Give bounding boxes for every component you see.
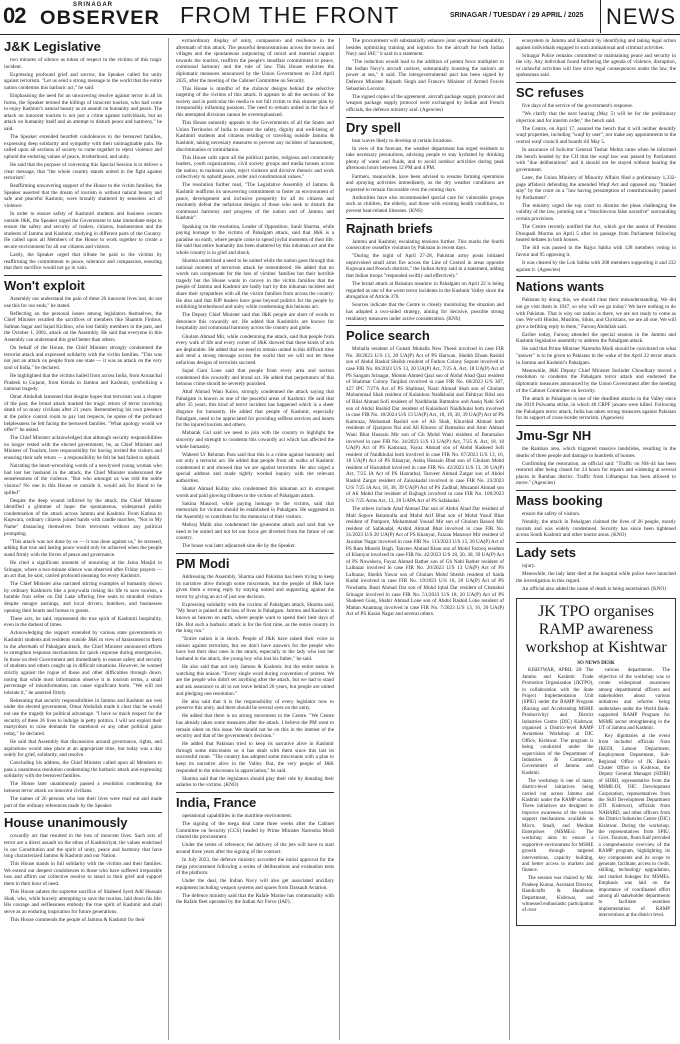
- article-india-france: [176, 796, 334, 906]
- paragraph: KISHTWAR, APRIL 28: The Jammu and Kashmir Trade Promotion Organisation (JKTPO), in collaboration with the State Project Implementation Unit (SPIU) under the RAMP Program (Raising and Accelerating MSME Productivity) and District Industries Centre (DIC) Kishtwar, organised a District-level RAMP Awareness Workshop at DIC Office, Kishtwar. The program is being conducted under the supervision of the Department of Industries & Commerce, Government of Jammu and Kashmir.: [522, 668, 594, 776]
- feature-right-column: [599, 668, 671, 921]
- paragraph: operational capabilities in the maritime environment.: [182, 812, 293, 819]
- paragraph: Mohalla resident of Gunati Mohalla New Theed involved in case FIR No. 38/2023 U/S 13, 20 UA(P) Act of PS Harwan, Sheikh Ehsan Rashid son of Abdul Rashid Sheikh resident of Fathoo Colony Sopore involved in case FIR No. 86/2023 U/S 13, 20 UA(P) Act, 7/25 A. Act, 18 UA(P) Act of PS Sangam Srinagar, Momin Ahmed Qazi son of Abdul Ahad Qazi resident of Shalimar Colony Tanjibal involved in case FIR No. 68/2023 U/S 307, 427 IPC 7/27A Act of PS Shalimar, Nazir Ahmad Shah son of Ghulam Mohammad Shah resident of Kalaidora Naidkhulai and Ekhtiyar Bilal son of Bilal Ahmad Sofi resident of Naidkhulai Batmaloo and Aasiq Nabi Sofi son of Abdul Rashid Dar resident of Kalaidoori Naidkhulai both involved in case FIR No. 18/2024 U/S 13 UA(P) Act, 18, 19, 38, 39 UA(P) Act of PS Kamraza, Mohamad Rashid son of Ali Shah, Khurshid Ahmad both residents of Qazipora Nai and Ali Khuroo of Batmaloo and Amir Ahmad Wani Bhat Hussain Mir son of Gh Mohd Wani resident of Batamaloo involved in case FIR No. 34/2023 U/S 13 UA(P) Act, 7/25 A. Act, 18, 18 UA(P) Act of PS Kamraza, Fayaz Ahmad son of Abdul Rasheed Sofi resident of Naidkhulai both involved in case FIR No. 67/2023 U/S 13, 16, 18 UA(P) Act of PS Khanyar, Ashiq Hussain Bhat son of Ghulam Mohd resident of Hazratbal involved in case FIR No. 42/2023 U/S 13, 20 UA(P) Act, 7/25 IA Act of PS Hazratbal, Tanveer Ahmad Zargar son of Abdul Rashid Zargar resident of Zainakadal involved in case FIR No. 23/2023 U/S 7/25 IA Act, 18, 38, 39 UA(P) Act of PS Zadibal, Muzamil Ahmad son of Ali Mohd Dar resident of Rajbagh involved in case FIR No. 106/2023 U/S 7/25 Arms Act, 13, 20 UAPA Act of PS Safakadal.: [346, 346, 504, 504]
- article-house-unanimously: [4, 816, 162, 923]
- paragraph: Emphasising the need for an unwavering resolve against terror in all its forms, the Speaker termed the killings of innocent tourists, who had come to enjoy Kashmir's natural beauty as an assault on humanity and peace. The attack on innocent tourists is not just a crime against individuals, but an attack on humanity itself and an attempt to disturb peace and harmony," he said.: [4, 92, 162, 132]
- article-body: [4, 833, 162, 923]
- column-divider: [168, 38, 169, 1040]
- headline: Jmu-Sgr NH: [516, 428, 592, 443]
- article-dry-spell: [346, 121, 504, 215]
- paragraph: The session was chaired by Mr. Pradeep Kumar, Assistant Director, Handicrafts & Handloom Department, Kishtwar, and witnessed enthusiastic participation of over: [522, 876, 594, 914]
- divider: [516, 276, 676, 277]
- paragraph: five days of the service of the government's response.: [522, 103, 634, 110]
- paragraph: On behalf of the House, the Chief Minister strongly condemned the terrorist attack and expressed solidarity with the victim families. "This was not just an attack on people from one state — it was an attack on the very soul of India," he declared.: [4, 345, 162, 371]
- article-body: [516, 38, 676, 79]
- article-body: [4, 296, 162, 809]
- paragraph: Altaf Ahmad Wani Kaloo, strongly condemned the attack saying that Pahalgam is known as one of the peaceful areas of Kashmir. He said that after 35 years, this kind of terror incident has happened which is a sheer disgrace for humanity. He added that people of Kashmir, especially Pahalgam, need to be appreciated for providing selfless services and hearts for the injured tourists and others.: [176, 389, 334, 429]
- paragraph: The Centre recently notified the Act, which got the assent of President Droupadi Murmu on April 5 after its passage from Parliament following heated debates in both houses.: [516, 224, 676, 244]
- headline: Won't exploit: [4, 277, 85, 293]
- paragraph: Narrating the heart-wrenching words of a newlywed young woman who had lost her husband in the attack, the Chief Minister underscored the senselessness of the violence. "But who amongst us was told the noble visions? No one in this House or outside it, would ask for blood to be spilled": [4, 463, 162, 496]
- paragraph: Ghulam Ahmad Mir, while condemning the attack, said that people from every walk of life and every corner of J&K showed that these kinds of acts are deplorable. He added that we need to remain united in this difficult time and send a strong message across the world that we will not let these nefarious designs of terrorists succeed.: [176, 333, 334, 366]
- paragraph: In view of the forecast, the weather department has urged residents to take necessary precautions, advising people to stay hydrated by drinking plenty of water and fluids, and to avoid outdoor activities during peak afternoon hours between 12 PM and 4 PM.: [346, 145, 504, 172]
- paragraph: Jammu and Kashmir, escalating tensions further. This marks the fourth consecutive ceasefire violation by Pakistan in recent days.: [346, 238, 504, 252]
- divider: [4, 812, 162, 813]
- paragraph: Under the terms of reference, the delivery of the jets will have to start around three years after the signing of the contract.: [176, 842, 334, 855]
- headline: PM Modi: [176, 555, 230, 571]
- paragraph: Reiterating that security responsibilities in Jammu and Kashmir are vest under the elected government, Omar Abdullah made it clear that he would not use the tragedy for political advantage. "I have so much respect for the security of these 26 lives to indulge in petty politics. I will not exploit their martyrdom to raise demands for statehood or any other political gains today," he declared.: [4, 697, 162, 737]
- brand-name: OBSERVER: [40, 8, 161, 29]
- paragraph: The others include Altaf Ahmad Dar son of Abdul Ahad Dar resident of Mall Sopore Baramulla and Mohd Arif Bhat son of Mohd Yusuf Bhat resident of Pampore, Mohammad Yousuf Mir son of Ghulam Rasool Mir resident of Safakadal, Arshid Ahmad Bhat involved in case FIR No. 31/2023 U/S 20 UA(P) Act of PS Khanyar, Faizan Manzoor Mir resident of Jawahar Nagar involved in case FIR No. 113/2023 U/S 13, 20 UA(P) Act of PS Ram Munshi Bagh, Tanveer Ahmad Khan son of Mohd Farooq resident of Khanyar involved in case FIR No. 42/2023 U/S 18, 20, 38, 39 UA(P) Act of PS Nowshera, Fayaz Ahmad Rather son of Gh Nabi Rather resident of Lalbazar involved in case FIR No. 20/2023 U/S 13 UA(P) Act of PS Lalbazar, Sheikh Yawar son of Ghulam Mohd Sheikh resident of Saida Kadal involved in case FIR No. 19/2023 U/S 18, 20 UA(P) Act of PS Nowhatta, Basit Ahmad Dar son of Mohd Iqbal Dar resident of Chattabal Srinagar involved in case FIR No. 51/2023 U/S 18, 20 UA(P) Act of PS Shaheed Gunj, Shabir Ahmad Lone son of Abdul Rashid Lone resident of Mattan Anantnag involved in case FIR No. 7/2023 U/S 13, 16, 20 UA(P) Act of PS Karan Nagar and several others.: [346, 505, 504, 618]
- paragraph: Speaking on the resolution, Leader of Opposition, Sunil Sharma, while paying homage to the victims of Pahalgam attack, said that J&K is a paradise on earth, where people come to spend joyful moments of their life. He said that entire humanity has been shattered by this inhuman act and the whole country is in grief and shock.: [176, 223, 334, 256]
- paragraph: Notably, the attack in Pahalgam claimed the lives of 26 people, mostly tourists and was widely condemned. Security has since been tightened across South Kashmir and other tourist areas. (KNO): [516, 519, 676, 539]
- paragraph: The Speaker extended heartfelt condolences to the bereaved families, expressing deep solidarity and sympathy with their unimaginable pain. He called upon all sections of society to come together to reject violence and uphold the enduring values of peace, brotherhood, and unity.: [4, 134, 162, 160]
- paragraph: The Deputy Chief Minister said that J&K people are short of words to denounce this cowardly act. He added that Kashmiris are known for hospitality and communal harmony across the country and globe.: [176, 312, 334, 332]
- paragraph: injury.: [522, 562, 536, 569]
- article-lady-sets: [516, 546, 676, 592]
- divider: [176, 792, 334, 793]
- headline: Rajnath briefs: [346, 220, 433, 236]
- paragraph: Despite the deep wound inflicted by the attack, the Chief Minister identified a glimmer of hope: the spontaneous, widespread public condemnation of the attack across Jammu and Kashmir. From Kathua to Kupwara, ordinary citizens joined hands with candle marches, "Not in My Name" distancing themselves from terrorism without any political prompting.: [4, 497, 162, 537]
- headline: House unanimously: [4, 815, 128, 831]
- paragraph: An official also added the cause of death is being ascertained. (KNO): [522, 585, 666, 592]
- paragraph: Concluding his address, the Chief Minister called upon all Members to pass a unanimous resolution condemning the barbaric attack and expressing solidarity with the bereaved families.: [4, 760, 162, 780]
- feature-columns: [522, 668, 670, 921]
- paragraph: Sajad Gani Lone said that people from every area and section condemned this cowardly and brutal act. He added that perpetrators of this heinous crime should be severely punished.: [176, 368, 334, 388]
- paragraph: "The induction would lead to the addition of potent force multiplier to the Indian Navy's aircraft carriers, substantially boosting the nation's air power at sea," it said. The intergovernmental pact has been signed by Defence Minister Rajnath Singh and France's Minister of Armed Forces Sebastien Lecornu.: [346, 59, 504, 92]
- paragraph: He said that Prime Minister Narendra Modi should be convinced on what "answer" is to be given to Pakistan in the wake of the April 22 terror attack in Jammu and Kashmir's Pahalgam.: [516, 346, 676, 366]
- article-rajnath-briefs: [346, 222, 504, 323]
- paragraph: Lastly, the Speaker urged that tribute be paid to the victims by reaffirming the commitment to peace, tolerance and compassion, ensuring that their sacrifice would not go in vain.: [4, 252, 162, 272]
- article-jk-legislative: [4, 40, 162, 272]
- article-mass-booking: [516, 494, 676, 539]
- paragraph: The Chief Minister also narrated stirring examples of humanity shown by ordinary Kashmiris like a ponywalla risking his life to save tourists, a humble fruit seller on Dal Lake offering free seats to stranded visitors despite meagre earnings, and local drivers, hoteliers, and businesses opening their hearts and homes to guests.: [4, 581, 162, 614]
- article-body: [346, 38, 504, 114]
- paragraph: The names of 26 persons who lost their lives were read out and made part of the ordinary references made by the Speaker.: [4, 796, 162, 809]
- paragraph: "During the night of April 27-28, Pakistan army posts initiated unprovoked small arms fire across the Line of Control in areas opposite Kupwara and Poonch districts," the Indian Army said in a statement, adding that Indian troops "responded swiftly and effectively.": [346, 253, 504, 280]
- paragraph: This House calls upon all the political parties, religious and community leaders, youth organizations, civil society groups and media houses across the nation, to maintain calm, reject violence and divisive rhetoric and work collectively to uphold peace, order and constitutional values.": [176, 154, 334, 181]
- masthead: [0, 0, 680, 35]
- article-body: [346, 239, 504, 323]
- section-tag: NEWS: [600, 0, 680, 33]
- column-3: [346, 38, 504, 1042]
- paragraph: Assembly our understand the pain of these 26 innocent lives lost, do not use this for our ends," he stated.: [4, 295, 162, 309]
- paragraph: Earlier today, Farooq attended the special session in the Jammu and Kashmir legislative assembly to address the Pahalgam attack.: [516, 331, 676, 345]
- paragraph: Omar Abdullah lamented that despite hopes that terrorism was a chapter of the past, the brutal attack marked the tragic return of terror involving death of so many civilians after 21 years. Remembering his own presence at the police control room to pay last respects, he spoke of the profound helplessness he felt facing the bereaved families. "What apology would we offer?" he asked.: [4, 394, 162, 434]
- paragraph: The Chief Minister acknowledged that although security responsibilities no longer rested with the elected government, he, as Chief Minister and Minister of Tourism, bore responsibility for having invited the visitors and ensuring their safe return — a responsibility he felt he had failed to uphold.: [4, 435, 162, 462]
- paragraph: In order to ensure safety of Kashmiri students and business owners outside J&K, the Speaker urged the Government to take immediate steps to ensure the safety and security of traders, citizens, businessmen and the students of Jammu and Kashmir, studying in different parts of the Country. He called upon all Members of the House to work together to create a secure environment for all our citizens and visitors.: [4, 211, 162, 251]
- article-body: [176, 813, 334, 906]
- divider: [516, 542, 676, 543]
- article-jmu-sgr-nh: [516, 429, 676, 487]
- paragraph: cowardly act that resulted in the loss of innocent lives. Such acts of terror are a direct assault on the ethos of Kashmiriyat, the values enshrined in our Constitution and the spirit of unity, peace and harmony that have long characterized Jammu & Kashmir and our Nation.: [4, 833, 162, 860]
- paragraph: The bill was passed in the Rajya Sabha with 128 members voting in favour and 95 opposing it.: [516, 245, 676, 259]
- paragraph: The resolution further read, "The Legislative Assembly of Jammu & Kashmir reaffirms its unwavering commitment to foster an environment of peace, development and inclusive prosperity for all its citizens and resolutely defeat the nefarious designs of those who seek to disturb the communal harmony and progress of the nation and of Jammu and Kashmir".: [176, 182, 334, 222]
- divider: [346, 218, 504, 219]
- article-body: [516, 446, 676, 487]
- paragraph: Acknowledging the support extended by various state governments to Kashmiri students and residents outside J&K in view of harassment to them in the aftermath of Pahalgam attack, the Chief Minister announced efforts to strengthen response mechanisms for quick response during emergencies. In those on their Government anti immediately to ensure safety and security of students and others caught up in difficult situations. However, he warned strictly against the rogue of those and other difficulties through down, noting that while most information observe it in tourism terms, a small percentage of misinformation can cause significant harm. "We will not tolerate it," he asserted firmly.: [4, 630, 162, 696]
- divider: [346, 117, 504, 118]
- section-title: FROM THE FRONT: [180, 2, 400, 28]
- byline: SO NEWS DESK: [577, 661, 615, 667]
- headline: Lady sets: [516, 544, 576, 560]
- article-police-continued: [516, 38, 676, 79]
- paragraph: The house was later adjourned sine die by the Speaker.: [182, 543, 296, 550]
- paragraph: Confirming the restoration, an official said: "Traffic on NH-44 has been restored after being closed for 24 hours for repairs and widening at several places in Ramban district. Traffic from Udhampur has been allowed to move." (Agencies): [516, 460, 676, 487]
- paragraph: "We clarify that the next hearing (May 5) will be for the preliminary objection and for interim order," the bench said.: [516, 111, 676, 124]
- paragraph: ecosystem in Jammu and Kashmir by identifying and taking legal action against individuals engaged in such antinational and criminal activities.: [516, 38, 676, 51]
- article-body: [516, 563, 676, 592]
- article-body: [516, 103, 676, 273]
- paragraph: He also said that not only Jammu & Kashmir, but the entire nation is watching this unison. "Every single word during convention of protest. We are the people who didn't set anything after the attack, but we had to stand and ask assurance to all to not leave behind 26 years, but people are united and pledging one resolution.": [176, 664, 334, 697]
- paragraph: Meanwhile, J&K Deputy Chief Minister Surinder Choudhary moved a resolution to condemn the Pahalgam terror attack and endorsed the diplomatic measures announced by the Union Government after the meeting of the Cabinet Committee on Security.: [516, 367, 676, 394]
- article-resolution-continued: [176, 38, 334, 550]
- headline: Mass booking: [516, 493, 603, 509]
- paragraph: Waheed Ur Rehman Para said that this is a crime against humanity and not only a terrorist act. He added that people from all walks of Kashmir condemned it and showed that we are against terrorism. He also urged a special address and made tightly worded inquiry with the relevant authorities.: [176, 451, 334, 484]
- paragraph: Reaffirming unwavering support of the House to the victim families, the Speaker asserted that the dream of tourism is without natural beauty and safe and peaceful Kashmir, were brutally shattered by senseless act of violence.: [4, 183, 162, 209]
- divider: [516, 82, 676, 83]
- paragraph: These acts, he said, represented the true spirit of Kashmiri hospitality, even in the darkest of times.: [4, 615, 162, 629]
- headline: Police search: [346, 328, 430, 344]
- paragraph: He highlighted that the victims hailed from across India, from Arunachal Pradesh to Gujarat, from Kerala to Jammu and Kashmir, symbolizing a national tragedy.: [4, 372, 162, 393]
- paragraph: The workshop is one of many district-level initiatives being carried out across Jammu and Kashmir under the RAMP scheme. These initiatives are designed to improve awareness of the various support mechanisms available to Micro, Small, and Medium Enterprises (MSMEs). The workshop aims to ensure a supportive environment for MSME growth through targeted interventions, capacity building, and better access to markets and finance.: [522, 778, 594, 874]
- dateline: SRINAGAR / TUESDAY / 29 APRIL / 2025: [450, 12, 584, 19]
- paragraph: Later, the Union Ministry of Minority Affairs filed a preliminary 1,332-page affidavit defending the amended Waqf Act and opposed any "blanket stay" by the court on a "law having presumption of constitutionality passed by Parliament".: [516, 175, 676, 201]
- paragraph: Mubarak Gul said we need to join with the country to highlight the sincerity and strength to condemn this cowardly act which has affected the whole humanity.: [176, 430, 334, 450]
- divider: [4, 275, 162, 276]
- divider: [516, 425, 676, 426]
- paragraph: two minutes of silence as token of respect to the victims of this tragic incident.: [4, 57, 162, 70]
- paragraph: Farmers, meanwhile, have been advised to resume farming operations and spraying activities immediately, as the dry weather conditions are expected to remain favourable over the coming days.: [346, 173, 504, 193]
- headline: Dry spell: [346, 119, 401, 135]
- paragraph: Pakistan by doing this, we should clear their misunderstanding. We did not go visit them in 1947, so why will we go today? We have nothing to do with Pakistan. That is why our nation is there, we are not ready to come as one. We will Hindus, Muslims, Sikhs, and Christians, we are all one. We will give a befitting reply to them," Farooq Abdullah said.: [516, 297, 676, 330]
- paragraph: This House stands in full solidarity with the victims and their families. We extend our deepest condolences to those who have suffered irreparable loss and affirm our collective resolve to stand in their grief and support them in their hour of need.: [4, 861, 162, 887]
- divider: [346, 325, 504, 326]
- article-nations-wants: [516, 280, 676, 422]
- feature-box-jk-tpo: [516, 598, 676, 926]
- paragraph: He also said that it is the responsibility of every legislator now to preserve this unity, and there should be several eyes on the unity.: [176, 698, 334, 712]
- paragraph: In July 2023, the defence ministry accorded the initial approval for the mega procurement following a series of deliberations and evaluation tests of the platform.: [176, 856, 334, 877]
- paragraph: The ministry urged the top court to dismiss the pleas challenging the validity of the law, pointing out a "mischievous false narrative" surrounding certain provisions.: [516, 202, 676, 223]
- divider: [516, 490, 676, 491]
- paragraph: "This attack was not done by us — it was done against us," he stressed, adding that true and lasting peace would only be achieved when the people stand firmly with the forces of peace and governance.: [4, 538, 162, 558]
- paragraph: The brutal attack at Baisaran meadow in Pahalgam on April 22 is being regarded as one of the worst terror incidents in the Kashmir Valley since the abrogation of Article 370.: [346, 281, 504, 301]
- paragraph: Authorities have also recommended special care for vulnerable groups such as children, the elderly, and those with existing health conditions, to prevent heat-related illnesses. (KNS): [346, 194, 504, 214]
- feature-headline: JK TPO organises RAMP awareness workshop at Kishtwar: [525, 603, 667, 657]
- article-body: [176, 574, 334, 789]
- headline: India, France: [176, 794, 257, 810]
- article-police-search: [346, 329, 504, 618]
- article-body: [4, 57, 162, 272]
- column-divider: [509, 38, 510, 1040]
- paragraph: He said that the purpose of convening this Special Session is to deliver a clear message, that "the whole country stands united in the fight against terrorism".: [4, 161, 162, 182]
- article-body: [346, 346, 504, 618]
- column-1: [4, 38, 162, 1042]
- paragraph: The signing of the mega deal came three weeks after the Cabinet Committee on Security (CCS) headed by Prime Minister Narendra Modi cleared the procurement.: [176, 820, 334, 841]
- paragraph: ensure the safety of visitors.: [522, 511, 581, 518]
- article-pm-modi: [176, 557, 334, 789]
- paragraph: The defence ministry said that the Rafale Marine has commonality with the Rafale fleet operated by the Indian Air Force (IAF).: [176, 892, 334, 906]
- paragraph: The attack in Pahalgam is one of the deadliest attacks in the Valley since the 2019 Pulwama strike, in which 40 CRPF jawans were killed. Following the Pahalgam terror attack, India has taken strong measures against Pakistan for its support of cross-border terrorism. (Agencies): [516, 395, 676, 422]
- paragraph: The signed copies of the agreement, aircraft package supply protocol and weapon package supply protocol were exchanged by Indian and French officials, the defence ministry said. (Agencies): [346, 93, 504, 113]
- article-body: [176, 38, 334, 550]
- feature-left-column: [522, 668, 594, 921]
- paragraph: Key dignitaries at the event from included officials from JKEDI, Labour Department, Employment Department, Sub-Regional Office of JK Bank's Cluster Office in Kishtwar, the Deputy General Manager (SIDBI) of SIDBI, representative from the MSME-DI, DIC Development Corporation, representatives from the Skill Development Department (ITI Kishtwar), officials from NABARD, and other officers from the District Industries Centre (DIC) Kishtwar. During the workshop, the representatives from SPIU, Govt. Tourism, Jhum Kaif provided a comprehensive overview of the RAMP program, highlighting its key components and its scope to generate, facilitate, access to credit, skilling, technology upgradation, and market linkages for MSMEs. Emphasis was laid on the importance of coordinated effort among all stakeholder departments to facilitate seamless implementation of RAMP interventions at the district level.: [598, 733, 670, 919]
- paragraph: Meanwhile, the lady later died at the hospital while police have launched the investigation in this regard.: [516, 571, 676, 584]
- paragraph: He cited a significant moment of mourning at the Jama Masjid in Srinagar, where a two-minute silence was observed after Friday prayers — an act that, he said, carried profound meaning for every Kashmiri.: [4, 559, 162, 580]
- paragraph: This House earnestly appeals to the Governments of all the States and Union Territories of India to ensure the safety, dignity and well-being of Kashmiri students and citizens residing or traveling outside Jammu & Kashmir, taking necessary measures to prevent any incident of harassment, discrimination or intimidation.: [176, 120, 334, 153]
- paragraph: He added that Pakistan tried to keep its narrative alive in Kashmir through some miscreants so it has dealt with them since this last its successful route. "The country has adopted some miscreants with a plan to keep its narrative alive in the Valley. But, the very people of J&K responded to the miscreants in appreciation," he said.: [176, 741, 334, 774]
- article-wont-exploit: [4, 279, 162, 809]
- divider: [176, 553, 334, 554]
- paragraph: The Centre, on April 17, assured the bench that it will neither denotify waqf properties, including "waqf by user", nor make any appointments to the central waqf council and boards till May 5.: [516, 125, 676, 146]
- paragraph: the Ramban area, which triggered massive landslides, resulting in the deaths of three people and damage to hundreds of houses.: [516, 446, 676, 459]
- paragraph: He added that there is no strong movement in the Centre. "We Centre has already taken some measures after the attack. I believe the PM went to remain silent on this issue. We should not be on this in the interest of the security and that of the government's decision.": [176, 713, 334, 740]
- paragraph: This House salutes the supreme sacrifice of Shaheed Syed Adil Hussain Shah, who, while bravely attempting to save the tourists, laid down his life. His courage and selflessness embody the true spirit of Kashmir and shall serve as an enduring inspiration for future generations.: [4, 889, 162, 915]
- paragraph: Addressing the Assembly, Sharma said Pakistan has been trying to keep its narrative alive through some miscreants, but the people of J&K have given them a strong reply by staying united and supporting against the terror by giving an act of just one decision.: [176, 573, 334, 600]
- paragraph: He said that Assembly that discussions around governance, rights, and aspirations would take place at an appropriate time, but today was a day solely for grief, solidarity, and resolve.: [4, 738, 162, 759]
- paragraph: The procurement will substantially enhance joint operational capability, besides optimizing training and logistics for the aircraft for both Indian Navy and IAF," it said in a statement.: [346, 38, 504, 58]
- headline: SC refuses: [516, 85, 584, 101]
- paragraph: Sources indicate that the Centre is closely monitoring the situation and has adopted a two-sided strategy, aiming for decisive, possible strong retaliatory measures under active consideration. (KNS): [346, 302, 504, 322]
- paragraph: Sakina Masood, while paying homage to the victims, said that memorials for victims should be established in Pahalgam. He suggested in the Assembly to contribute for the memorial of their visitors.: [176, 500, 334, 520]
- article-rafale-continued: [346, 38, 504, 114]
- paragraph: heat waves likely to develop at certain locations.: [352, 137, 453, 144]
- paragraph: Sharma said that the legislators should play their role by donating their salaries to the victims. (KNO): [176, 775, 334, 789]
- paragraph: Mehraj Malik also condemned the gruesome attack and said that we need to be united and not let our focus get diverted from the future of our country.: [176, 522, 334, 542]
- paragraph: It was cleared by the Lok Sabha with 288 members supporting it and 232 against it. (Agencies): [516, 260, 676, 273]
- column-2: [176, 38, 334, 1042]
- headline: J&K Legislative: [4, 39, 101, 54]
- paragraph: various departments. The objective of the workshop was to create widespread awareness among departmental officers and stakeholders about various initiatives and reforms being undertaken under the World Bank-supported RAMP Program for MSME sector strengthening in the UT of Jammu and Kashmir.: [598, 668, 670, 731]
- paragraph: Under the deal, the Indian Navy will also get associated ancillary equipment including weapon systems and spares from Dassault Aviation.: [176, 878, 334, 891]
- paragraph: Expressing solidarity with the victims of Pahalgam attack, Sharma said, "My heart is pained at the loss of lives in Pahalgam. Jammu and Kashmir is known as heaven on earth, where people want to spend their best days of life. But such a barbaric attack is for the first time, as the entire country in the long run.": [176, 601, 334, 635]
- paragraph: Reflecting on the personal losses among legislators themselves, the Chief Minister recalled the sacrifices of members like Shamim Firdous, Salman Sagar and Sajad Kichloo, who lost family members in the past, and the October 1, 2001, attack on the Assembly. He said that everyone in this Assembly can understand this grief better than others.: [4, 310, 162, 343]
- paragraph: extraordinary display of unity, compassion and resilience in the aftermath of this attack. The peaceful demonstrations across the towns and villages and the spontaneous outpouring of moral and material support towards the tourists, reaffirm the people's steadfast commitment to peace, communal harmony and the rule of law. This House endorses the diplomatic measures announced by the Union Government on 23rd April 2025, after the meeting of the Cabinet Committee on Security.: [176, 38, 334, 84]
- paragraph: Shabir Ahmad Kullay also condemned this inhuman act in strongest words and paid glowing tributes to the victims of Pahalgam attack.: [176, 486, 334, 499]
- article-body: [516, 297, 676, 422]
- column-divider: [339, 38, 340, 1040]
- paragraph: Expressing profound grief and sorrow, the Speaker called for unity against terrorism. "Let us send a strong message to the world that the entire nation condemns this barbaric act," he said.: [4, 71, 162, 91]
- paragraph: Srinagar Police remains committed to maintaining peace and security in the city. Any individual found furthering the agenda of violence, disruption, or unlawful activities will face strict legal consequences under the law, the spokesman said.: [516, 52, 676, 79]
- column-4: [516, 38, 676, 1042]
- paragraph: This House is mindful of the chilavar designs behind the selective targeting of the victims of this attack. It appeals to all the sections of the society and in particular the media to not fall victim to this sinister plan by irresponsibly inflaming passions. The need to remain united in the face of this attempted divisions cannot be overemphasized.: [176, 85, 334, 119]
- paragraph: Sharma underlined a need to be united while the nation goes through this national moment of terrorism attack he remembered. He added that no words can compensate for the loss of victims' families but their horrible tragedy but the House wants to convey to the victim families that the people of Jammu and Kashmir are badly hurt by this inhuman incident and share their sympathies with all the victim families from across the country. He also said that BJP leaders have gone beyond politics for the people by exhibiting brotherhood and unity while condemning this heinous act.: [176, 258, 334, 311]
- paragraph: The House later unanimously passed a resolution condemning the heinous terror attack on innocent civilians.: [4, 781, 162, 795]
- page-number: 02: [3, 3, 26, 28]
- paragraph: "Entire nation is in shock. People of J&K have raised their voice in unison against terrorism, but we don't have answers for the people who have lost their dear ones in the attack, especially to the lady who lost her husband in the attack, the young boy who lost his father," he said.: [176, 636, 334, 663]
- article-body: [346, 138, 504, 215]
- article-body: [516, 511, 676, 539]
- paragraph: This House commends the people of Jammu & Kashmir for their: [10, 916, 145, 923]
- article-sc-refuses: [516, 86, 676, 273]
- headline: Nations wants: [516, 279, 605, 295]
- paragraph: In assurance of Solicitor General Tushar Mehta came when he informed the bench headed by the CJI that the waqf law was passed by Parliament with "due deliberations" and it should not be stayed without hearing the government.: [516, 147, 676, 173]
- brand-city: SRINAGAR: [73, 2, 114, 8]
